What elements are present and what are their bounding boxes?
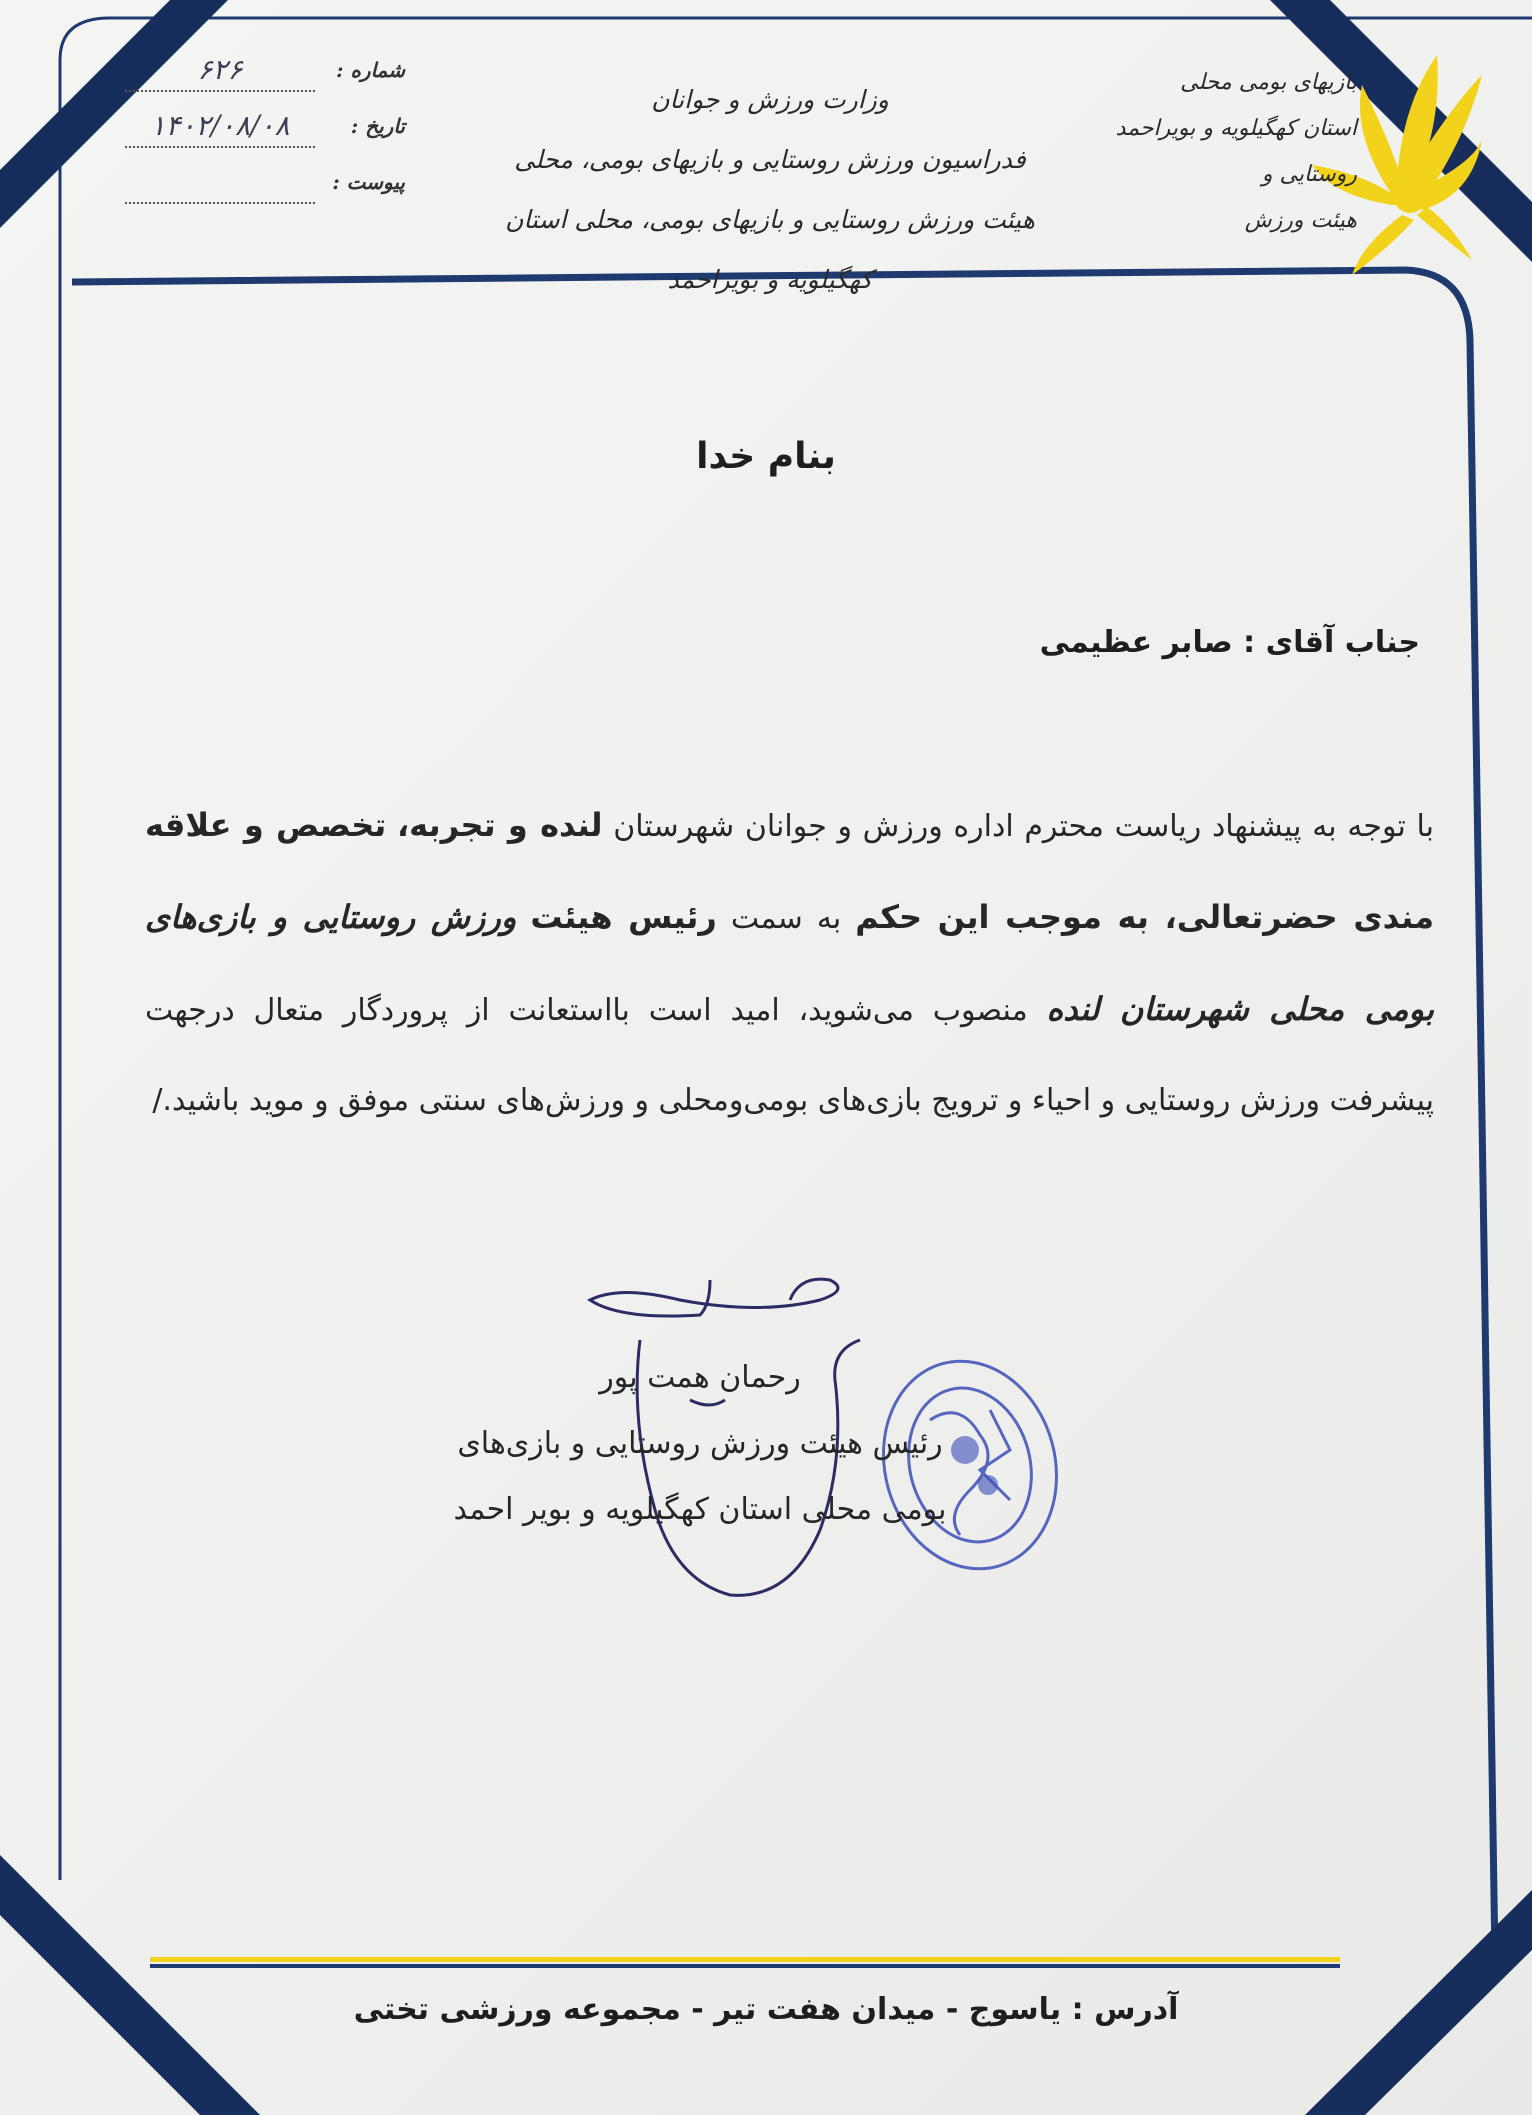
letter-meta (115, 50, 405, 218)
body-text: منصوب می‌شوید، امید (730, 993, 1047, 1028)
date-value: ۱۴۰۲/۰۸/۰۸ (125, 106, 315, 148)
body-text: بازی‌های بومی‌ومحلی و ورزش‌های سنتی موفق و موید باشید./ (152, 1083, 922, 1118)
logo-line: بازیهای بومی محلی (1180, 70, 1357, 95)
attachment-row (115, 162, 405, 218)
attachment-value (125, 162, 315, 204)
footer-address: آدرس : یاسوج - میدان هفت تیر - مجموعه ورزشی تختی (353, 1992, 1179, 2027)
logo-line: هیئت ورزش (1244, 208, 1357, 233)
body-bold-text: رئیس هیئت (530, 898, 717, 936)
body-bold-text: لنده و تجربه، (397, 806, 603, 844)
attachment-label: پیوست : (332, 170, 405, 194)
logo-line: روستایی و (1261, 162, 1357, 187)
ministry-name: وزارت ورزش و جوانان (651, 85, 889, 114)
body-text: با توجه به پیشنهاد ریاست محترم اداره ورزش و جوانان شهرستان (602, 809, 1435, 844)
logo-line: استان کهگیلویه و بویراحمد (1115, 116, 1357, 141)
body-bold-text: تخصص و علاقه مندی حضرتعالی، به موجب این حکم (145, 806, 1435, 936)
number-value: ۶۲۶ (125, 50, 315, 92)
body-bold-italic-text: ورزش روستایی و بازی‌های بومی محلی شهرستان لنده (145, 898, 1434, 1028)
letterhead (470, 70, 1070, 310)
letter-body (145, 780, 1434, 1146)
logo-text (1115, 60, 1357, 244)
number-label: شماره : (336, 58, 405, 82)
signature-block (420, 1345, 980, 1543)
signer-title-2: بومی محلی استان کهگیلویه و بویر احمد (453, 1492, 947, 1527)
signer-title-1: رئیس هیئت ورزش روستایی و بازی‌های (457, 1426, 943, 1461)
date-row (115, 106, 405, 162)
body-text: است بااستعانت از پروردگار متعال درجهت پیشرفت ورزش روستایی و احیاء و ترویج (145, 993, 1434, 1118)
federation-name: فدراسیون ورزش روستایی و بازیهای بومی، محلی (514, 145, 1026, 174)
number-row (115, 50, 405, 106)
date-label: تاریخ : (350, 114, 405, 138)
board-name: هیئت ورزش روستایی و بازیهای بومی، محلی استان کهگیلویه و بویراحمد (505, 205, 1035, 294)
footer-divider (150, 1957, 1340, 1971)
salutation: جناب آقای : صابر عظیمی (1039, 625, 1420, 660)
basmala-heading: بنام خدا (696, 436, 836, 477)
body-text: به سمت (716, 901, 856, 936)
signer-name: رحمان همت پور (599, 1360, 801, 1395)
